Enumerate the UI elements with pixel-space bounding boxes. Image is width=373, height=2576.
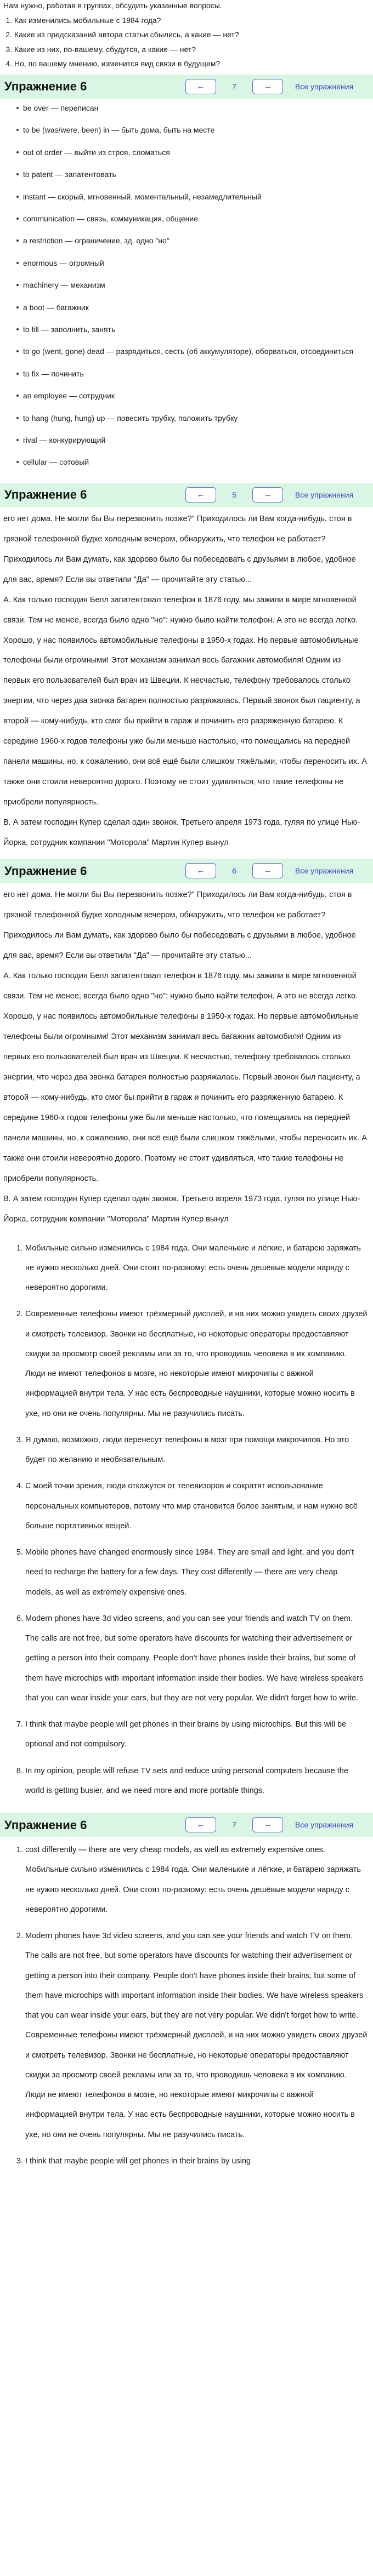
paragraph: А. Как только господин Белл запатентовал телефон в 1876 году, мы зажили в мире мгновенной связи. Тем не менее, всегда было одно "но": нужно было найти телефон. А это не всегда легко. Хорошо, у нас появилось автомобильные телефоны в 1950-х годах. Но первые автомобильные телефоны были огромными! Этот механизм занимал весь багажник автомобиля! Одним из первых его пользователей был врач из Швеции. К несчастью, телефону требовалось столько энергии, что через два звонка батарея полностью разряжалась. Первый звонок был пациенту, а второй — кому-нибудь, кто смог бы прийти в гараж и починить его разряженную батарею. К середине 1960-х годов телефоны уже были меньше настолько, что помещались на передней панели машины, но, к сожалению, они всё ещё были слишком тяжёлыми, чтобы переносить их. А также они стоили невероятно дорого. Поэтому не стоит удивляться, что такие телефоны не приобрели популярность. [3,595,367,807]
question-item: 1. Как изменились мобильные с 1984 года? [14,13,370,28]
page-number: 7 [232,1820,236,1829]
all-exercises-link[interactable]: Все упражнения [295,1820,354,1829]
prev-button[interactable] [185,79,216,94]
exercise-title: Упражнение 6 [4,864,87,878]
answer-item: 3. Я думаю, возможно, люди перенесут телефоны в мозг при помощи микрочипов. Но это будет по желанию и необязательным. [25,1430,368,1470]
page-number: 5 [232,490,236,499]
answer-item: 2. Modern phones have 3d video screens, and you can see your friends and watch TV on them. The calls are not free, but some operators have discounts for watching their advertisement or getting a person into their company. People don't have phones inside their brains, but some of them have microchips with important information inside their bodies. We have wireless speakers that you can wear inside your ears, but they are not very popular. We didn't forget how to write. Современные телефоны имеют трёхмерный дисплей, и на них можно увидеть своих друзей и смотреть телевизор. Звонки не бесплатные, но некоторые операторы предоставляют скидки за просмотр своей рекламы или за то, что проводишь человека в их компанию. Люди не имеют телефонов в мозге, но некоторые имеют микрочипы с важной информацией внутри тела. У нас есть беспроводные наушники, которые можно носить в ухе, но они не очень популярны. Мы не разучились писать. [25,1926,368,2145]
arrow-right-icon: → [263,82,272,92]
vocab-item: to be (was/were, been) in — быть дома, быть на месте [16,124,365,136]
answer-item: 2. Современные телефоны имеют трёхмерный дисплей, и на них можно увидеть своих друзей и смотреть телевизор. Звонки не бесплатные, но некоторые операторы предоставляют скидки за просмотр своей рекламы или за то, что проводишь человека в их компанию. Люди не имеют телефонов в мозге, но некоторые имеют микрочипы с важной информацией внутри тела. У нас есть беспроводные наушники, которые можно носить в ухе, но они не очень популярны. Мы не разучились писать. [25,1304,368,1424]
vocab-item: to hang (hung, hung) up — повесить трубку, положить трубку [16,412,365,424]
exercise-title: Упражнение 6 [4,79,87,94]
exercise-title: Упражнение 6 [4,488,87,502]
page-number: 7 [232,82,236,91]
answer-item: 5. Mobile phones have changed enormously since 1984. They are small and light, and you don't need to recharge the battery for a few days. They cost differently — there are very cheap models, as well as extremely expensive ones. [25,1543,368,1602]
next-button[interactable] [252,79,283,94]
vocab-item: to fix — починить [16,368,365,380]
paragraph: его нет дома. Не могли бы Вы перезвонить позже?" Приходилось ли Вам когда-нибудь, стоя в грязной телефонной будке холодным вечером, обнаружить, что телефон не работает? Приходилось ли Вам думать, как здорово было бы побеседовать с друзьями в любое, удобное для вас, время? Если вы ответили "Да" — прочитайте эту статью... [3,514,356,584]
arrow-left-icon: ← [196,82,205,92]
text-block [0,507,373,859]
vocab-item: to fill — заполнить, занять [16,323,365,335]
all-exercises-link[interactable]: Все упражнения [295,490,354,499]
prev-button[interactable] [185,1817,216,1832]
prev-button[interactable] [185,863,216,878]
answer-item: 4. С моей точки зрения, люди откажутся от телевизоров и сократят использование персональных компьютеров, потому что мир становится более занятым, и нам нужно всё больше портативных вещей. [25,1476,368,1536]
arrow-right-icon: → [263,489,272,499]
paragraph: А. Как только господин Белл запатентовал телефон в 1876 году, мы зажили в мире мгновенной связи. Тем не менее, всегда было одно "но": нужно было найти телефон. А это не всегда легко. Хорошо, у нас появилось автомобильные телефоны в 1950-х годах. Но первые автомобильные телефоны были огромными! Этот механизм занимал весь багажник автомобиля! Одним из первых его пользователей был врач из Швеции. К несчастью, телефону требовалось столько энергии, что через два звонка батарея полностью разряжалась. Первый звонок был пациенту, а второй — кому-нибудь, кто смог бы прийти в гараж и починить его разряженную батарею. К середине 1960-х годов телефоны уже были меньше настолько, что помещались на передней панели машины, но, к сожалению, они всё ещё были слишком тяжёлыми, чтобы переносить их. А также они стоили невероятно дорого. Поэтому не стоит удивляться, что такие телефоны не приобрели популярность. [3,972,367,1183]
arrow-right-icon: → [263,866,272,876]
vocab-item: to patent — запатентовать [16,168,365,180]
vocab-item: rival — конкурирующий [16,434,365,446]
vocab-item: communication — связь, коммуникация, общение [16,213,365,225]
exercise-header [0,859,373,883]
exercise-header [0,75,373,99]
vocab-item: instant — скорый, мгновенный, моментальный, незамедлительный [16,191,365,203]
vocab-item: enormous — огромный [16,257,365,269]
pager [185,79,353,94]
next-button[interactable] [252,863,283,878]
vocab-item: a restriction — ограничение, зд. одно "но" [16,235,365,247]
arrow-left-icon: ← [196,489,205,499]
exercise-header [0,1813,373,1837]
question-item: 3. Какие из них, по-вашему, сбудутся, а какие — нет? [14,42,370,57]
vocab-item: out of order — выйти из строя, сломаться [16,146,365,158]
answer-item: 8. In my opinion, people will refuse TV sets and reduce using personal computers because the world is getting busier, and we need more and more portable things. [25,1761,368,1801]
pager [185,487,353,502]
answer-list [0,1837,373,2183]
intro [0,0,373,75]
next-button[interactable] [252,487,283,502]
pager [185,1817,353,1832]
vocab-item: machinery — механизм [16,279,365,291]
vocab-item: an employee — сотрудник [16,390,365,402]
arrow-right-icon: → [263,1820,272,1830]
answer-list [0,1235,373,1813]
paragraph: В. А затем господин Купер сделал один звонок. Третьего апреля 1973 года, гуляя по улице Нью-Йорка, сотрудник компании "Моторола" Мартин Купер вынул [3,818,360,848]
answer-item: 7. I think that maybe people will get phones in their brains by using microchips. But this will be optional and not compulsory. [25,1715,368,1755]
paragraph: В. А затем господин Купер сделал один звонок. Третьего апреля 1973 года, гуляя по улице Нью-Йорка, сотрудник компании "Моторола" Мартин Купер вынул [3,1194,360,1224]
paragraph: его нет дома. Не могли бы Вы перезвонить позже?" Приходилось ли Вам когда-нибудь, стоя в грязной телефонной будке холодным вечером, обнаружить, что телефон не работает? Приходилось ли Вам думать, как здорово было бы побеседовать с друзьями в любое, удобное для вас, время? Если вы ответили "Да" — прочитайте эту статью... [3,890,356,961]
vocab-list [0,99,373,483]
text-block [0,883,373,1235]
all-exercises-link[interactable]: Все упражнения [295,866,354,875]
vocab-item: to go (went, gone) dead — разрядиться, сесть (об аккумуляторе), оборваться, отсоединиться [16,345,365,357]
arrow-left-icon: ← [196,1820,205,1830]
question-item: 2. Какие из предсказаний автора статьи сбылись, а какие — нет? [14,27,370,42]
vocab-item: a boot — багажник [16,301,365,313]
prev-button[interactable] [185,487,216,502]
exercise-header [0,483,373,507]
question-list [3,13,370,71]
vocab-item: cellular — сотовый [16,456,365,468]
answer-item: 3. I think that maybe people will get phones in their brains by using [25,2151,368,2171]
arrow-left-icon: ← [196,866,205,876]
vocab-item: be over — переписан [16,102,365,114]
question-item: 4. Но, по вашему мнению, изменится вид связи в будущем? [14,56,370,71]
exercise-title: Упражнение 6 [4,1818,87,1832]
answer-item: 6. Modern phones have 3d video screens, and you can see your friends and watch TV on them. The calls are not free, but some operators have discounts for watching their advertisement or getting a person into their company. People don't have phones inside their brains, but some of them have microchips with important information inside their bodies. We have wireless speakers that you can wear inside your ears, but they are not very popular. We didn't forget how to write. [25,1609,368,1708]
intro-text: Нам нужно, работая в группах, обсудить указанные вопросы. [3,1,222,10]
page-number: 6 [232,866,236,875]
answer-item: 1. Мобильные сильно изменились с 1984 года. Они маленькие и лёгкие, и батарею заряжать не нужно несколько дней. Они стоят по-разному: есть очень дешёвые модели наряду с невероятно дорогими. [25,1238,368,1298]
next-button[interactable] [252,1817,283,1832]
all-exercises-link[interactable]: Все упражнения [295,82,354,91]
pager [185,863,353,878]
answer-item: 1. cost differently — there are very cheap models, as well as extremely expensive ones. Мобильные сильно изменились с 1984 года. Они маленькие и лёгкие, и батарею заряжать не нужно несколько дней. Они стоят по-разному: есть очень дешёвые модели наряду с невероятно дорогими. [25,1840,368,1920]
